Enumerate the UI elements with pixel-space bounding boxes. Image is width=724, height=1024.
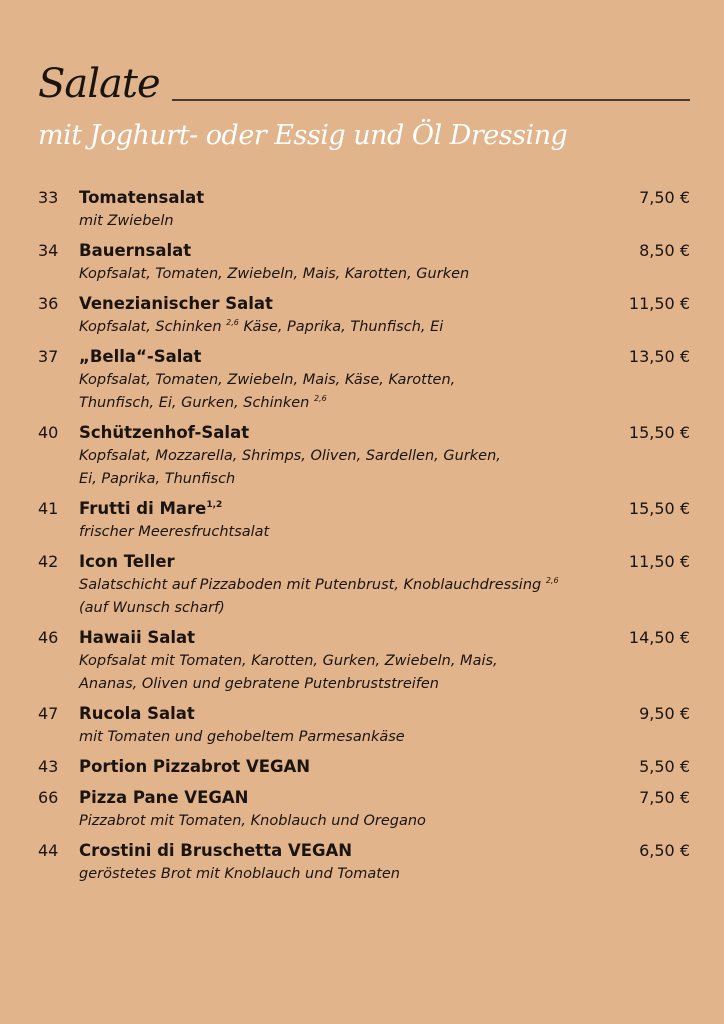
item-name <box>79 702 690 726</box>
item-description-line <box>79 650 590 673</box>
item-description <box>79 210 690 233</box>
item-name <box>79 550 690 574</box>
menu-item <box>38 839 690 886</box>
item-description-text: Kopfsalat, Tomaten, Zwiebeln, Mais, Karotten, Gurken <box>79 266 470 282</box>
item-description-line <box>79 392 590 415</box>
item-name <box>79 186 690 210</box>
item-description-line <box>79 521 590 544</box>
menu-item <box>38 345 690 415</box>
item-description-text: frischer Meeresfruchtsalat <box>79 524 270 540</box>
item-description-text: Kopfsalat, Schinken <box>79 319 227 335</box>
item-price: 15,50 € <box>628 499 690 518</box>
item-number: 42 <box>38 552 59 571</box>
item-description-line <box>79 726 590 749</box>
item-description-line <box>79 597 590 620</box>
item-description <box>79 369 690 415</box>
item-description-line <box>79 369 590 392</box>
item-name <box>79 497 690 521</box>
item-name-text: Crostini di Bruschetta VEGAN <box>79 841 353 860</box>
item-name <box>79 626 690 650</box>
item-description-text: Käse, Paprika, Thunfisch, Ei <box>238 319 444 335</box>
item-price: 11,50 € <box>628 552 690 571</box>
item-description-line <box>79 863 590 886</box>
item-description-text: Thunfisch, Ei, Gurken, Schinken <box>79 395 314 411</box>
item-name-footnote: 1,2 <box>206 500 223 510</box>
item-description-line <box>79 468 590 491</box>
item-number: 44 <box>38 841 59 860</box>
item-description-text: Salatschicht auf Pizzaboden mit Putenbrust, Knoblauchdressing <box>79 577 546 593</box>
menu-item <box>38 421 690 491</box>
item-name <box>79 786 690 810</box>
menu-item <box>38 497 690 544</box>
menu-item <box>38 786 690 833</box>
item-number: 33 <box>38 188 59 207</box>
item-description-text: Kopfsalat, Tomaten, Zwiebeln, Mais, Käse, Karotten, <box>79 372 456 388</box>
item-number: 40 <box>38 423 59 442</box>
item-name <box>79 839 690 863</box>
item-description <box>79 863 690 886</box>
menu-header <box>38 58 690 151</box>
item-description-text: Pizzabrot mit Tomaten, Knoblauch und Oregano <box>79 813 426 829</box>
item-price: 11,50 € <box>628 294 690 313</box>
item-name-text: Rucola Salat <box>79 704 195 723</box>
item-price: 13,50 € <box>628 347 690 366</box>
item-description <box>79 650 690 696</box>
item-number: 37 <box>38 347 59 366</box>
item-number: 43 <box>38 757 59 776</box>
item-name-text: Bauernsalat <box>79 241 192 260</box>
title-row <box>38 58 690 110</box>
menu-item <box>38 550 690 620</box>
item-description-text: (auf Wunsch scharf) <box>79 600 225 616</box>
title-divider <box>172 99 690 101</box>
item-name <box>79 755 690 779</box>
menu-item <box>38 292 690 339</box>
item-name-text: Portion Pizzabrot VEGAN <box>79 757 311 776</box>
item-name <box>79 345 690 369</box>
item-name-text: Venezianischer Salat <box>79 294 273 313</box>
item-description-line <box>79 574 590 597</box>
item-description-text: mit Zwiebeln <box>79 213 174 229</box>
item-price: 8,50 € <box>639 241 690 260</box>
item-description-text: Ananas, Oliven und gebratene Putenbruststreifen <box>79 676 440 692</box>
item-description-line <box>79 673 590 696</box>
item-name <box>79 292 690 316</box>
item-description <box>79 574 690 620</box>
item-price: 14,50 € <box>628 628 690 647</box>
allergen-footnote: 2,6 <box>226 318 239 327</box>
item-number: 47 <box>38 704 59 723</box>
item-description-line <box>79 445 590 468</box>
item-name-text: Tomatensalat <box>79 188 205 207</box>
item-description-line <box>79 316 590 339</box>
item-price: 5,50 € <box>639 757 690 776</box>
item-description-text: Ei, Paprika, Thunfisch <box>79 471 236 487</box>
item-name-text: „Bella“-Salat <box>79 347 202 366</box>
menu-list <box>38 186 690 892</box>
item-description-line <box>79 810 590 833</box>
menu-item <box>38 755 690 779</box>
item-number: 66 <box>38 788 59 807</box>
menu-item <box>38 239 690 286</box>
item-price: 7,50 € <box>639 188 690 207</box>
item-name-text: Icon Teller <box>79 552 175 571</box>
item-number: 46 <box>38 628 59 647</box>
item-number: 41 <box>38 499 59 518</box>
item-price: 9,50 € <box>639 704 690 723</box>
allergen-footnote: 2,6 <box>545 576 559 585</box>
item-description <box>79 316 690 339</box>
item-description-text: geröstetes Brot mit Knoblauch und Tomaten <box>79 866 400 882</box>
item-description <box>79 726 690 749</box>
item-description-line <box>79 263 590 286</box>
item-price: 6,50 € <box>639 841 690 860</box>
item-description-line <box>79 210 590 233</box>
section-subtitle: mit Joghurt- oder Essig und Öl Dressing <box>38 120 568 151</box>
item-description <box>79 521 690 544</box>
item-name-text: Frutti di Mare <box>79 499 207 518</box>
menu-item <box>38 626 690 696</box>
item-description <box>79 445 690 491</box>
section-title: Salate <box>38 61 160 107</box>
item-description <box>79 263 690 286</box>
item-number: 34 <box>38 241 59 260</box>
item-price: 7,50 € <box>639 788 690 807</box>
allergen-footnote: 2,6 <box>313 394 327 403</box>
item-description-text: Kopfsalat, Mozzarella, Shrimps, Oliven, Sardellen, Gurken, <box>79 448 501 464</box>
item-description-text: mit Tomaten und gehobeltem Parmesankäse <box>79 729 405 745</box>
item-description <box>79 810 690 833</box>
item-description-text: Kopfsalat mit Tomaten, Karotten, Gurken, Zwiebeln, Mais, <box>79 653 498 669</box>
item-name <box>79 421 690 445</box>
item-name-text: Schützenhof-Salat <box>79 423 250 442</box>
item-name-text: Hawaii Salat <box>79 628 196 647</box>
item-name-text: Pizza Pane VEGAN <box>79 788 249 807</box>
item-price: 15,50 € <box>628 423 690 442</box>
menu-item <box>38 702 690 749</box>
menu-item <box>38 186 690 233</box>
item-name <box>79 239 690 263</box>
item-number: 36 <box>38 294 59 313</box>
